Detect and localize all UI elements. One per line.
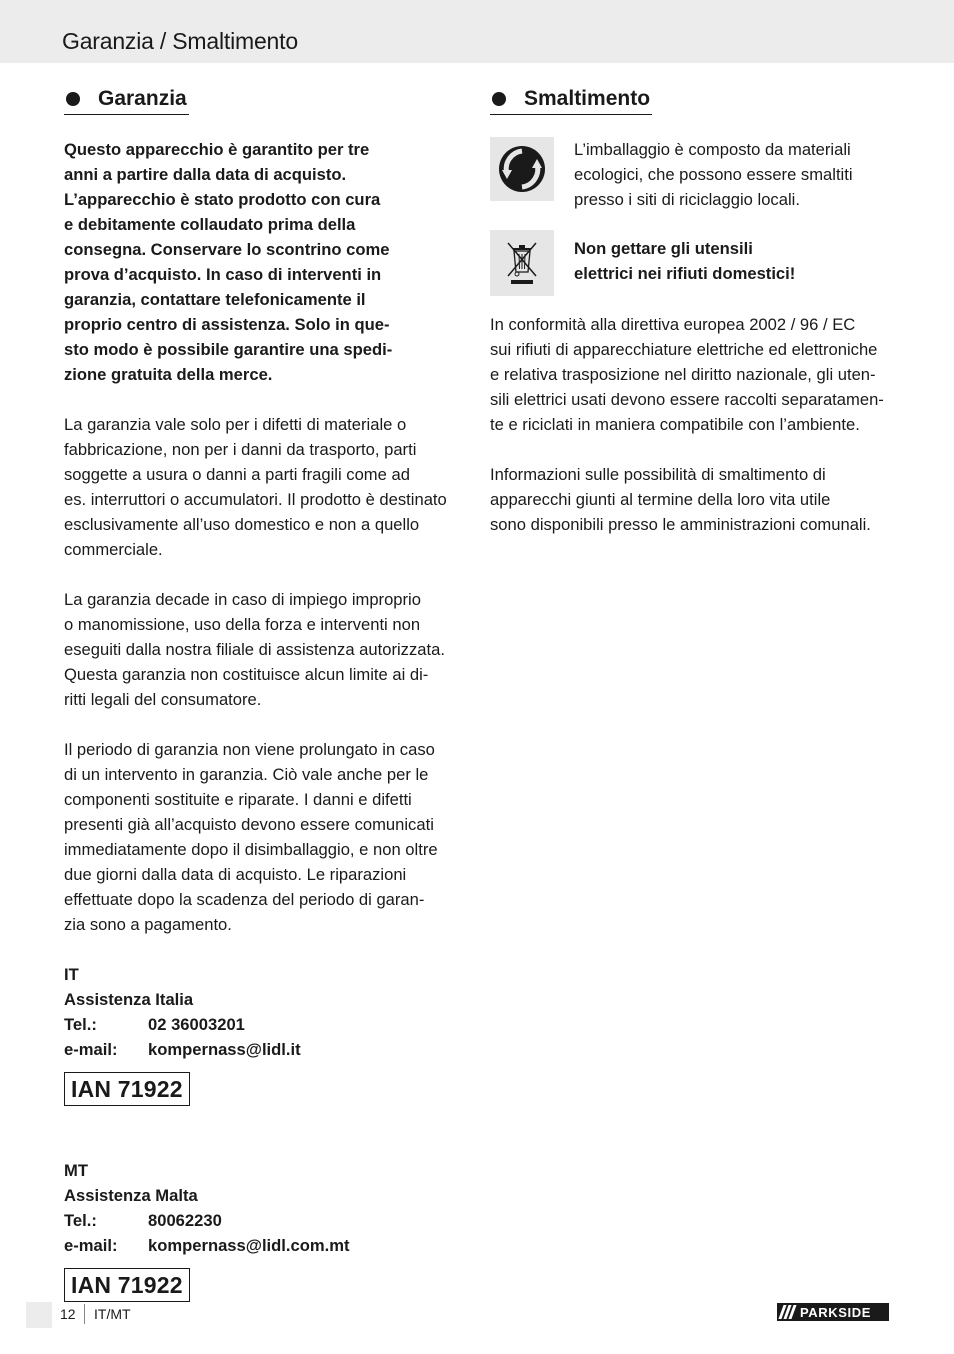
text-line: te e riciclati in maniera compatibile con l’ambiente.: [490, 415, 860, 434]
text-line: due giorni dalla data di acquisto. Le riparazioni: [64, 865, 407, 884]
contact-phone-row: [64, 1208, 464, 1233]
text-line: effettuate dopo la scadenza del periodo di garan-: [64, 890, 425, 909]
directive-paragraph: [490, 312, 892, 437]
email-value: kompernass@lidl.com.mt: [148, 1236, 350, 1255]
email-value: kompernass@lidl.it: [148, 1040, 301, 1059]
contact-email-row: [64, 1037, 464, 1062]
ian-code-box: IAN 71922: [64, 1072, 190, 1106]
contact-italy: [64, 962, 464, 1106]
brand-stripes-icon: [781, 1305, 796, 1319]
contact-malta: [64, 1158, 464, 1302]
recycle-text: [574, 137, 853, 212]
page-title: Garanzia / Smaltimento: [62, 28, 298, 54]
bullet-icon: [492, 92, 506, 106]
recycle-icon: [490, 137, 554, 201]
text-line: sui rifiuti di apparecchiature elettriche ed elettroniche: [490, 340, 878, 359]
text-line: presenti già all’acquisto devono essere comunicati: [64, 815, 434, 834]
ian-code-box: IAN 71922: [64, 1268, 190, 1302]
warranty-column: [64, 84, 464, 1302]
contact-phone-row: [64, 1012, 464, 1037]
text-line: ritti legali del consumatore.: [64, 690, 262, 709]
bullet-icon: [66, 92, 80, 106]
text-line: es. interruttori o accumulatori. Il prodotto è destinato: [64, 490, 447, 509]
text-line: e relativa trasposizione nel diritto nazionale, gli uten-: [490, 365, 876, 384]
text-line: Questo apparecchio è garantito per tre: [64, 140, 370, 159]
text-line: apparecchi giunti al termine della loro vita utile: [490, 490, 831, 509]
disposal-heading-text: Smaltimento: [524, 87, 651, 110]
text-line: La garanzia vale solo per i difetti di materiale o: [64, 415, 407, 434]
text-line: La garanzia decade in caso di impiego improprio: [64, 590, 421, 609]
brand-name: PARKSIDE: [800, 1304, 872, 1320]
warranty-heading: [64, 84, 189, 115]
text-line: L’apparecchio è stato prodotto con cura: [64, 190, 381, 209]
brand-logo: [777, 1303, 889, 1321]
email-label: e-mail:: [64, 1236, 118, 1255]
text-line: fabbricazione, non per i danni da trasporto, parti: [64, 440, 417, 459]
text-line: proprio centro di assistenza. Solo in que-: [64, 315, 390, 334]
text-line: componenti sostituite e riparate. I danni e difetti: [64, 790, 412, 809]
phone-label: Tel.:: [64, 1211, 97, 1230]
text-line: commerciale.: [64, 540, 163, 559]
text-line: ecologici, che possono essere smaltiti: [574, 165, 853, 184]
disposal-column: [490, 84, 892, 537]
text-line: o manomissione, uso della forza e interventi non: [64, 615, 421, 634]
text-line: In conformità alla direttiva europea 2002 / 96 / EC: [490, 315, 856, 334]
disposal-heading: [490, 84, 652, 115]
phone-value: 80062230: [148, 1211, 222, 1230]
text-line: esclusivamente all’uso domestico e non a quello: [64, 515, 420, 534]
text-line: L’imballaggio è composto da materiali: [574, 140, 851, 159]
warranty-period-paragraph: [64, 737, 464, 937]
text-line: soggette a usura o danni a parti fragili come ad: [64, 465, 410, 484]
contact-email-row: [64, 1233, 464, 1258]
text-line: sto modo è possibile garantire una spedi-: [64, 340, 393, 359]
text-line: sili elettrici usati devono essere raccolti separatamen-: [490, 390, 884, 409]
text-line: e debitamente collaudato prima della: [64, 215, 356, 234]
email-label: e-mail:: [64, 1040, 118, 1059]
weee-info-row: [490, 230, 892, 296]
text-line: Informazioni sulle possibilità di smaltimento di: [490, 465, 826, 484]
warranty-heading-text: Garanzia: [98, 87, 187, 110]
footer-divider: [84, 1304, 85, 1324]
language-code: IT/MT: [94, 1306, 131, 1322]
text-line: consegna. Conservare lo scontrino come: [64, 240, 390, 259]
text-line: elettrici nei rifiuti domestici!: [574, 264, 796, 283]
text-line: sono disponibili presso le amministrazioni comunali.: [490, 515, 871, 534]
contact-center-name: Assistenza Malta: [64, 1186, 198, 1205]
text-line: presso i siti di riciclaggio locali.: [574, 190, 800, 209]
text-line: prova d’acquisto. In caso di interventi in: [64, 265, 382, 284]
text-line: Questa garanzia non costituisce alcun limite ai di-: [64, 665, 429, 684]
text-line: immediatamente dopo il disimballaggio, e non oltre: [64, 840, 438, 859]
page-number: 12: [60, 1306, 76, 1322]
contact-country: IT: [64, 965, 79, 984]
warranty-scope-paragraph: [64, 412, 464, 562]
text-line: zia sono a pagamento.: [64, 915, 232, 934]
text-line: zione gratuita della merce.: [64, 365, 273, 384]
text-line: anni a partire dalla data di acquisto.: [64, 165, 347, 184]
text-line: di un intervento in garanzia. Ciò vale anche per le: [64, 765, 429, 784]
phone-label: Tel.:: [64, 1015, 97, 1034]
contact-center-name: Assistenza Italia: [64, 990, 194, 1009]
contact-country: MT: [64, 1161, 88, 1180]
warranty-void-paragraph: [64, 587, 464, 712]
crossed-bin-icon: [490, 230, 554, 296]
text-line: garanzia, contattare telefonicamente il: [64, 290, 366, 309]
footer-marker: [26, 1302, 52, 1328]
text-line: eseguiti dalla nostra filiale di assistenza autorizzata.: [64, 640, 445, 659]
recycle-info-row: [490, 137, 892, 212]
weee-warning-text: [574, 236, 795, 296]
warranty-intro: [64, 137, 464, 387]
phone-value: 02 36003201: [148, 1015, 245, 1034]
disposal-info-paragraph: [490, 462, 892, 537]
text-line: Il periodo di garanzia non viene prolungato in caso: [64, 740, 435, 759]
text-line: Non gettare gli utensili: [574, 239, 753, 258]
